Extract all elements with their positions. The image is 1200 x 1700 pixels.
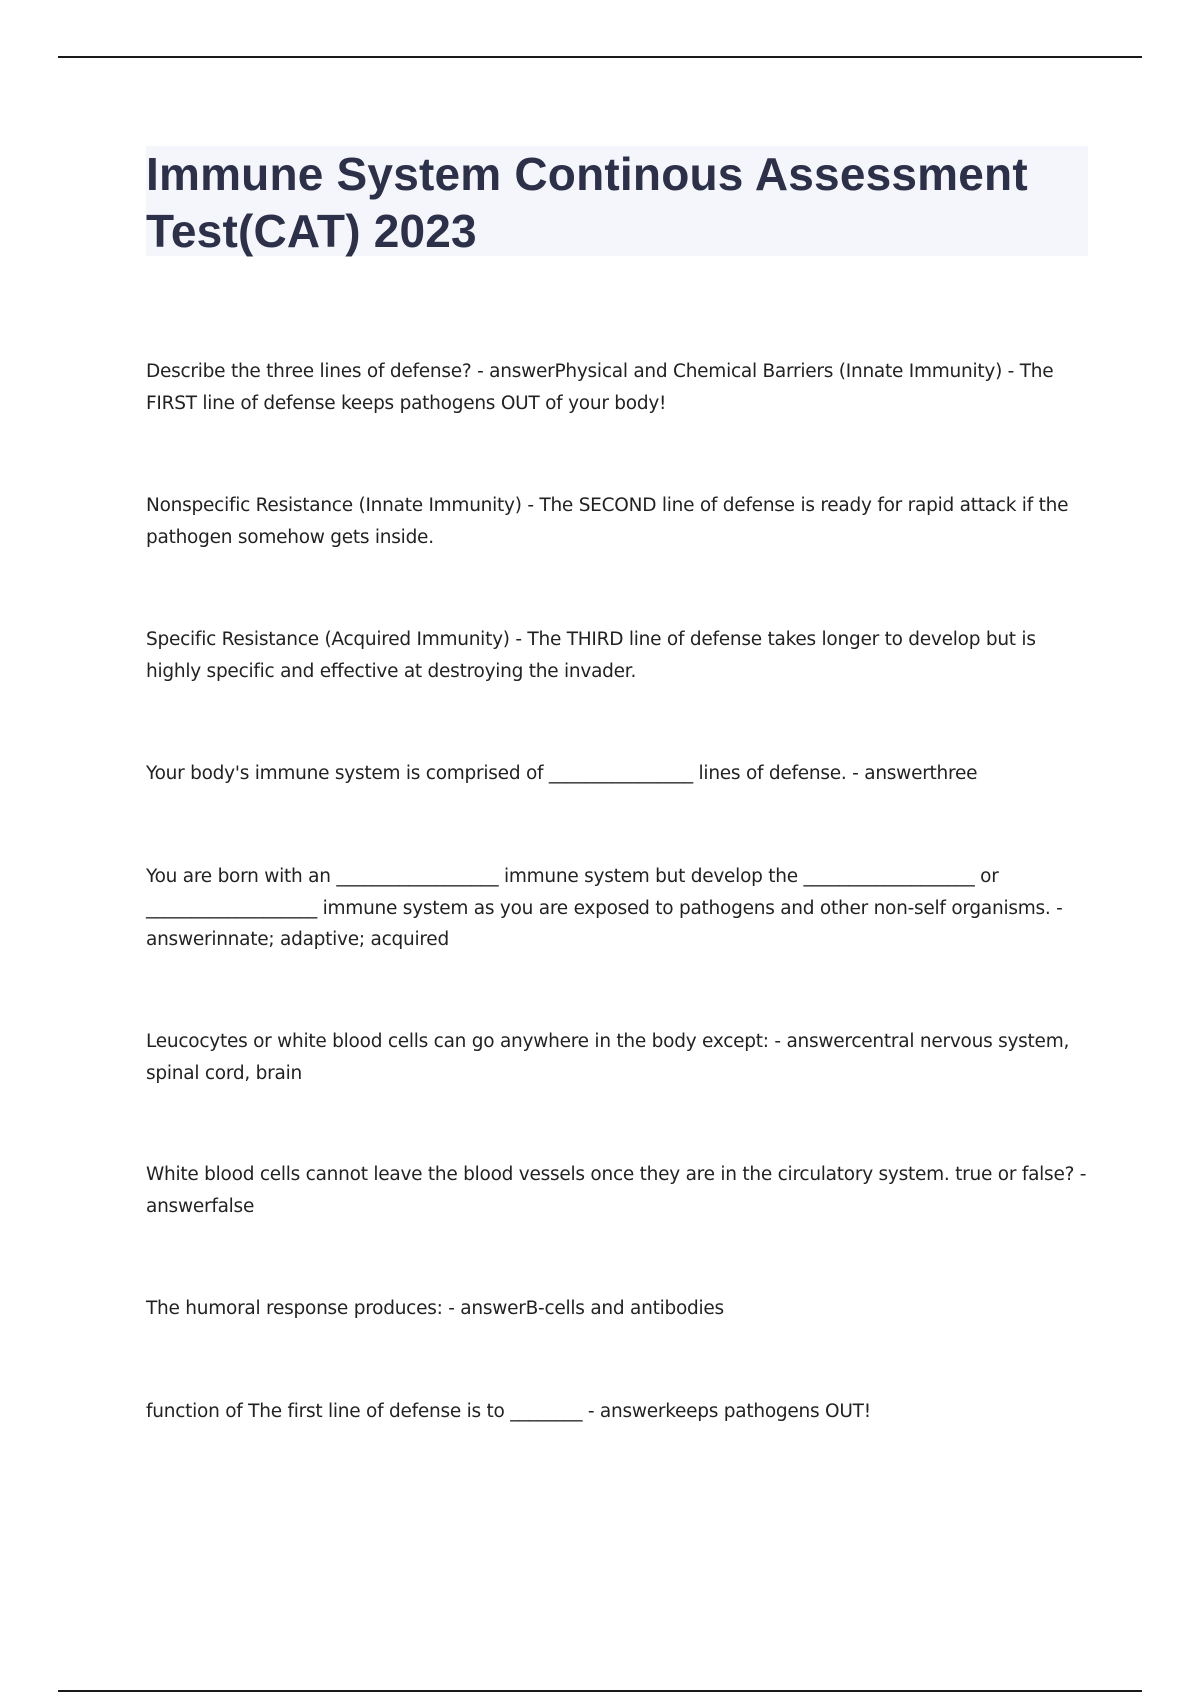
- qa-item: Nonspecific Resistance (Innate Immunity) - The SECOND line of defense is ready for rapid attack if the pathogen somehow gets inside.: [146, 495, 1069, 548]
- qa-item: Your body's immune system is comprised of ________________ lines of defense. - answerthree: [146, 763, 978, 784]
- qa-item: Describe the three lines of defense? - answerPhysical and Chemical Barriers (Innate Immunity) - The FIRST line of defense keeps pathogens OUT of your body!: [146, 361, 1054, 414]
- top-divider: [58, 56, 1142, 58]
- qa-item: Specific Resistance (Acquired Immunity) - The THIRD line of defense takes longer to develop but is highly specific and effective at destroying the invader.: [146, 629, 1036, 682]
- qa-item: Leucocytes or white blood cells can go anywhere in the body except: - answercentral nervous system, spinal cord, brain: [146, 1031, 1070, 1084]
- document-title: Immune System Continous Assessment Test(CAT) 2023: [146, 148, 1028, 257]
- qa-item: You are born with an __________________ immune system but develop the ___________________ or ___________________ immune system as you are exposed to pathogens and other non-self organisms. - answerinnate; adaptive; acquired: [146, 866, 1063, 950]
- qa-item: function of The first line of defense is to ________ - answerkeeps pathogens OUT!: [146, 1401, 871, 1422]
- qa-item: White blood cells cannot leave the blood vessels once they are in the circulatory system. true or false? - answerfalse: [146, 1164, 1087, 1217]
- bottom-divider: [58, 1690, 1142, 1692]
- title-banner: [146, 146, 1088, 256]
- qa-item: The humoral response produces: - answerB-cells and antibodies: [146, 1298, 724, 1319]
